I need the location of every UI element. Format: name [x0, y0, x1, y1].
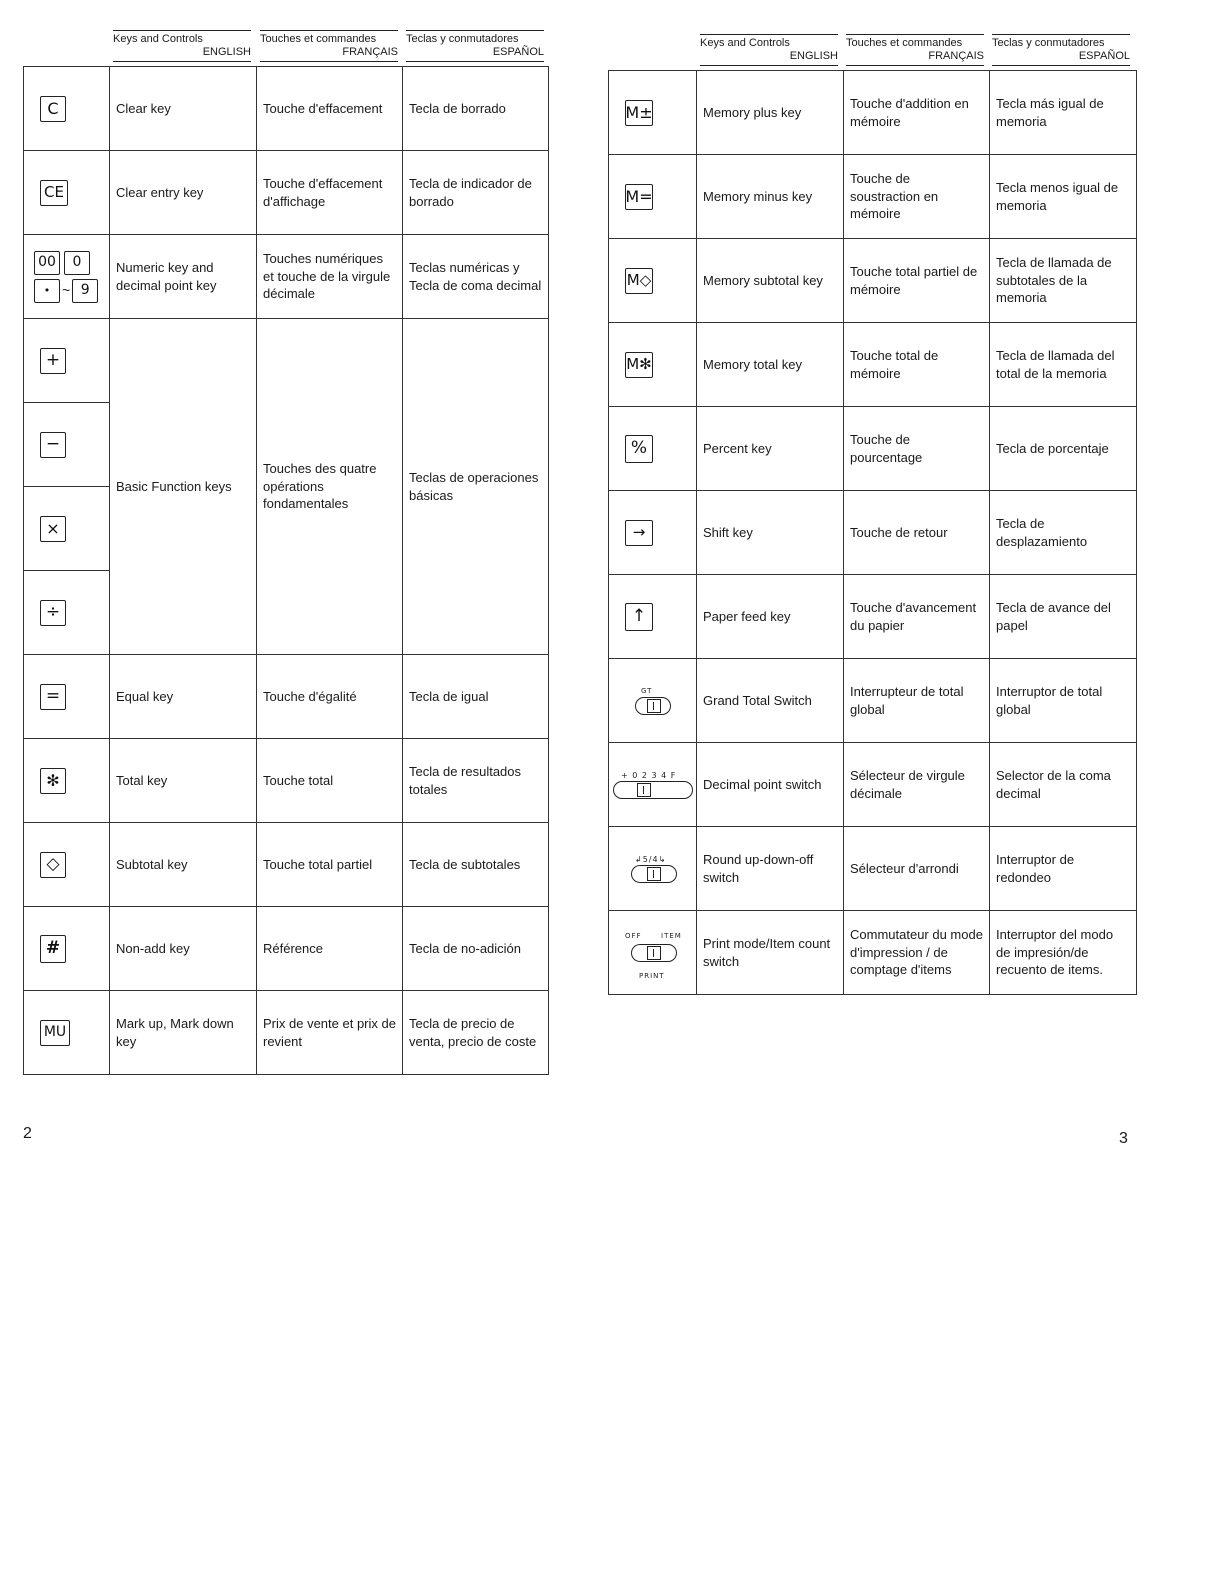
- double-zero-key-icon: 00: [34, 251, 60, 275]
- nine-key-icon: 9: [72, 279, 98, 303]
- print-mode-switch-icon: [617, 928, 683, 978]
- table-row: [24, 67, 549, 151]
- icon-cell: [24, 655, 110, 739]
- header-spanish-title: Teclas y conmutadores: [406, 33, 519, 45]
- memory-minus-key-english: Memory minus key: [697, 155, 844, 239]
- memory-plus-key-icon: M±: [625, 100, 653, 126]
- memory-plus-key-french: Touche d'addition en mémoire: [844, 71, 990, 155]
- icon-cell: [609, 407, 697, 491]
- memory-total-key-icon: M✻: [625, 352, 653, 378]
- table-row: [609, 155, 1137, 239]
- percent-key-english: Percent key: [697, 407, 844, 491]
- table-row: [609, 575, 1137, 659]
- table-row: [609, 659, 1137, 743]
- shift-key-french: Touche de retour: [844, 491, 990, 575]
- subtotal-key-spanish: Tecla de subtotales: [403, 823, 549, 907]
- decimal-point-switch-french: Sélecteur de virgule décimale: [844, 743, 990, 827]
- header-english: [113, 30, 251, 62]
- table-row: [24, 151, 549, 235]
- equal-key-icon: =: [40, 684, 66, 710]
- memory-total-key-french: Touche total de mémoire: [844, 323, 990, 407]
- plus-key-icon: +: [40, 348, 66, 374]
- table-row: [609, 911, 1137, 995]
- round-switch-label: ↲5/4↳: [635, 854, 667, 864]
- icon-cell: [24, 151, 110, 235]
- clear-key-spanish: Tecla de borrado: [403, 67, 549, 151]
- grand-total-switch-icon: [621, 683, 681, 719]
- memory-minus-key-french: Touche de soustraction en mémoire: [844, 155, 990, 239]
- memory-minus-key-spanish: Tecla menos igual de memoria: [990, 155, 1137, 239]
- memory-subtotal-key-icon: M◇: [625, 268, 653, 294]
- multiply-key-icon: ×: [40, 516, 66, 542]
- decimal-point-switch-spanish: Selector de la coma decimal: [990, 743, 1137, 827]
- left-keys-table: [23, 66, 549, 1075]
- icon-cell: [609, 827, 697, 911]
- numeric-key-english: Numeric key and decimal point key: [110, 235, 257, 319]
- total-key-icon: ✻: [40, 768, 66, 794]
- table-row: [24, 907, 549, 991]
- icon-cell: [609, 155, 697, 239]
- percent-key-spanish: Tecla de porcentaje: [990, 407, 1137, 491]
- percent-key-french: Touche de pourcentage: [844, 407, 990, 491]
- header-spanish: [992, 34, 1130, 66]
- non-add-key-spanish: Tecla de no-adición: [403, 907, 549, 991]
- header-english-title: Keys and Controls: [700, 37, 790, 49]
- basic-function-english: Basic Function keys: [110, 319, 257, 655]
- paper-feed-key-french: Touche d'avancement du papier: [844, 575, 990, 659]
- icon-cell: [24, 571, 110, 655]
- memory-plus-key-english: Memory plus key: [697, 71, 844, 155]
- subtotal-key-icon: ◇: [40, 852, 66, 878]
- clear-entry-key-icon: CE: [40, 180, 68, 206]
- icon-cell: [24, 235, 110, 319]
- table-row: [24, 823, 549, 907]
- subtotal-key-french: Touche total partiel: [257, 823, 403, 907]
- paper-feed-key-spanish: Tecla de avance del papel: [990, 575, 1137, 659]
- header-english-lang: ENGLISH: [789, 50, 838, 62]
- tilde-icon: ~: [62, 281, 71, 298]
- icon-cell: [24, 319, 110, 403]
- total-key-english: Total key: [110, 739, 257, 823]
- basic-function-spanish: Teclas de operaciones básicas: [403, 319, 549, 655]
- header-french-title: Touches et commandes: [846, 37, 963, 49]
- round-fraction-label: 5/4: [642, 854, 659, 864]
- zero-key-icon: 0: [64, 251, 90, 275]
- gt-label: GT: [641, 686, 653, 695]
- header-french: [846, 34, 984, 66]
- icon-cell: [609, 71, 697, 155]
- memory-total-key-spanish: Tecla de llamada del total de la memoria: [990, 323, 1137, 407]
- grand-total-switch-spanish: Interruptor de total global: [990, 659, 1137, 743]
- icon-cell: [24, 991, 110, 1075]
- equal-key-french: Touche d'égalité: [257, 655, 403, 739]
- basic-function-french: Touches des quatre opérations fondamentales: [257, 319, 403, 655]
- equal-key-spanish: Tecla de igual: [403, 655, 549, 739]
- grand-total-switch-english: Grand Total Switch: [697, 659, 844, 743]
- mark-up-key-spanish: Tecla de precio de venta, precio de coste: [403, 991, 549, 1075]
- item-label: ITEM: [661, 931, 682, 940]
- print-mode-switch-spanish: Interruptor del modo de impresión/de recuento de items.: [990, 911, 1137, 995]
- table-row: [24, 991, 549, 1075]
- memory-subtotal-key-french: Touche total partiel de mémoire: [844, 239, 990, 323]
- shift-key-icon: →: [625, 520, 653, 546]
- mark-up-key-english: Mark up, Mark down key: [110, 991, 257, 1075]
- off-label: OFF: [625, 931, 642, 940]
- round-switch-french: Sélecteur d'arrondi: [844, 827, 990, 911]
- header-french-title: Touches et commandes: [260, 33, 377, 45]
- decimal-switch-label: + 0 2 3 4 F: [621, 770, 677, 780]
- icon-cell: [609, 743, 697, 827]
- clear-key-french: Touche d'effacement: [257, 67, 403, 151]
- print-mode-switch-french: Commutateur du mode d'impression / de comptage d'items: [844, 911, 990, 995]
- numeric-key-icon: [34, 251, 109, 303]
- table-row: [609, 407, 1137, 491]
- equal-key-english: Equal key: [110, 655, 257, 739]
- memory-subtotal-key-spanish: Tecla de llamada de subtotales de la memoria: [990, 239, 1137, 323]
- paper-feed-key-english: Paper feed key: [697, 575, 844, 659]
- decimal-point-switch-english: Decimal point switch: [697, 743, 844, 827]
- grand-total-switch-french: Interrupteur de total global: [844, 659, 990, 743]
- header-spanish-lang: ESPAÑOL: [1078, 50, 1130, 62]
- decimal-point-key-icon: •: [34, 279, 60, 303]
- table-row: [609, 71, 1137, 155]
- memory-plus-key-spanish: Tecla más igual de memoria: [990, 71, 1137, 155]
- right-keys-table: [608, 70, 1137, 995]
- clear-key-english: Clear key: [110, 67, 257, 151]
- memory-total-key-english: Memory total key: [697, 323, 844, 407]
- page-number-right: 3: [1119, 1130, 1128, 1147]
- mark-up-key-french: Prix de vente et prix de revient: [257, 991, 403, 1075]
- header-spanish-title: Teclas y conmutadores: [992, 37, 1105, 49]
- mark-up-key-icon: MU: [40, 1020, 70, 1046]
- icon-cell: [609, 491, 697, 575]
- shift-key-english: Shift key: [697, 491, 844, 575]
- memory-minus-key-icon: M=: [625, 184, 653, 210]
- icon-cell: [24, 67, 110, 151]
- decimal-point-switch-icon: [609, 767, 689, 803]
- icon-cell: [609, 323, 697, 407]
- table-row: [609, 323, 1137, 407]
- clear-entry-key-spanish: Tecla de indicador de borrado: [403, 151, 549, 235]
- header-spanish-lang: ESPAÑOL: [492, 46, 544, 58]
- subtotal-key-english: Subtotal key: [110, 823, 257, 907]
- header-english-lang: ENGLISH: [202, 46, 251, 58]
- round-switch-english: Round up-down-off switch: [697, 827, 844, 911]
- table-row: [609, 743, 1137, 827]
- icon-cell: [24, 487, 110, 571]
- icon-cell: [24, 739, 110, 823]
- numeric-key-spanish: Teclas numéricas y Tecla de coma decimal: [403, 235, 549, 319]
- table-row: [609, 239, 1137, 323]
- clear-entry-key-english: Clear entry key: [110, 151, 257, 235]
- non-add-key-english: Non-add key: [110, 907, 257, 991]
- table-row: [609, 827, 1137, 911]
- icon-cell: [609, 575, 697, 659]
- table-row: [24, 235, 549, 319]
- icon-cell: [24, 403, 110, 487]
- header-english: [700, 34, 838, 66]
- table-row: [24, 319, 549, 403]
- percent-key-icon: %: [625, 435, 653, 463]
- header-english-title: Keys and Controls: [113, 33, 203, 45]
- icon-cell: [609, 911, 697, 995]
- header-spanish: [406, 30, 544, 62]
- minus-key-icon: −: [40, 432, 66, 458]
- total-key-french: Touche total: [257, 739, 403, 823]
- round-switch-spanish: Interruptor de redondeo: [990, 827, 1137, 911]
- print-mode-switch-english: Print mode/Item count switch: [697, 911, 844, 995]
- memory-subtotal-key-english: Memory subtotal key: [697, 239, 844, 323]
- clear-key-icon: C: [40, 96, 66, 122]
- header-french-lang: FRANÇAIS: [342, 46, 398, 58]
- icon-cell: [24, 823, 110, 907]
- numeric-key-french: Touches numériques et touche de la virgule décimale: [257, 235, 403, 319]
- non-add-key-french: Référence: [257, 907, 403, 991]
- shift-key-spanish: Tecla de desplazamiento: [990, 491, 1137, 575]
- divide-key-icon: ÷: [40, 600, 66, 626]
- page-number-left: 2: [23, 1125, 32, 1142]
- header-french-lang: FRANÇAIS: [928, 50, 984, 62]
- table-row: [609, 491, 1137, 575]
- table-row: [24, 655, 549, 739]
- icon-cell: [609, 659, 697, 743]
- icon-cell: [609, 239, 697, 323]
- header-french: [260, 30, 398, 62]
- icon-cell: [24, 907, 110, 991]
- print-label: PRINT: [639, 971, 665, 980]
- table-row: [24, 739, 549, 823]
- round-switch-icon: [621, 851, 681, 887]
- clear-entry-key-french: Touche d'effacement d'affichage: [257, 151, 403, 235]
- total-key-spanish: Tecla de resultados totales: [403, 739, 549, 823]
- paper-feed-key-icon: ↑: [625, 603, 653, 631]
- non-add-key-icon: #: [40, 935, 66, 963]
